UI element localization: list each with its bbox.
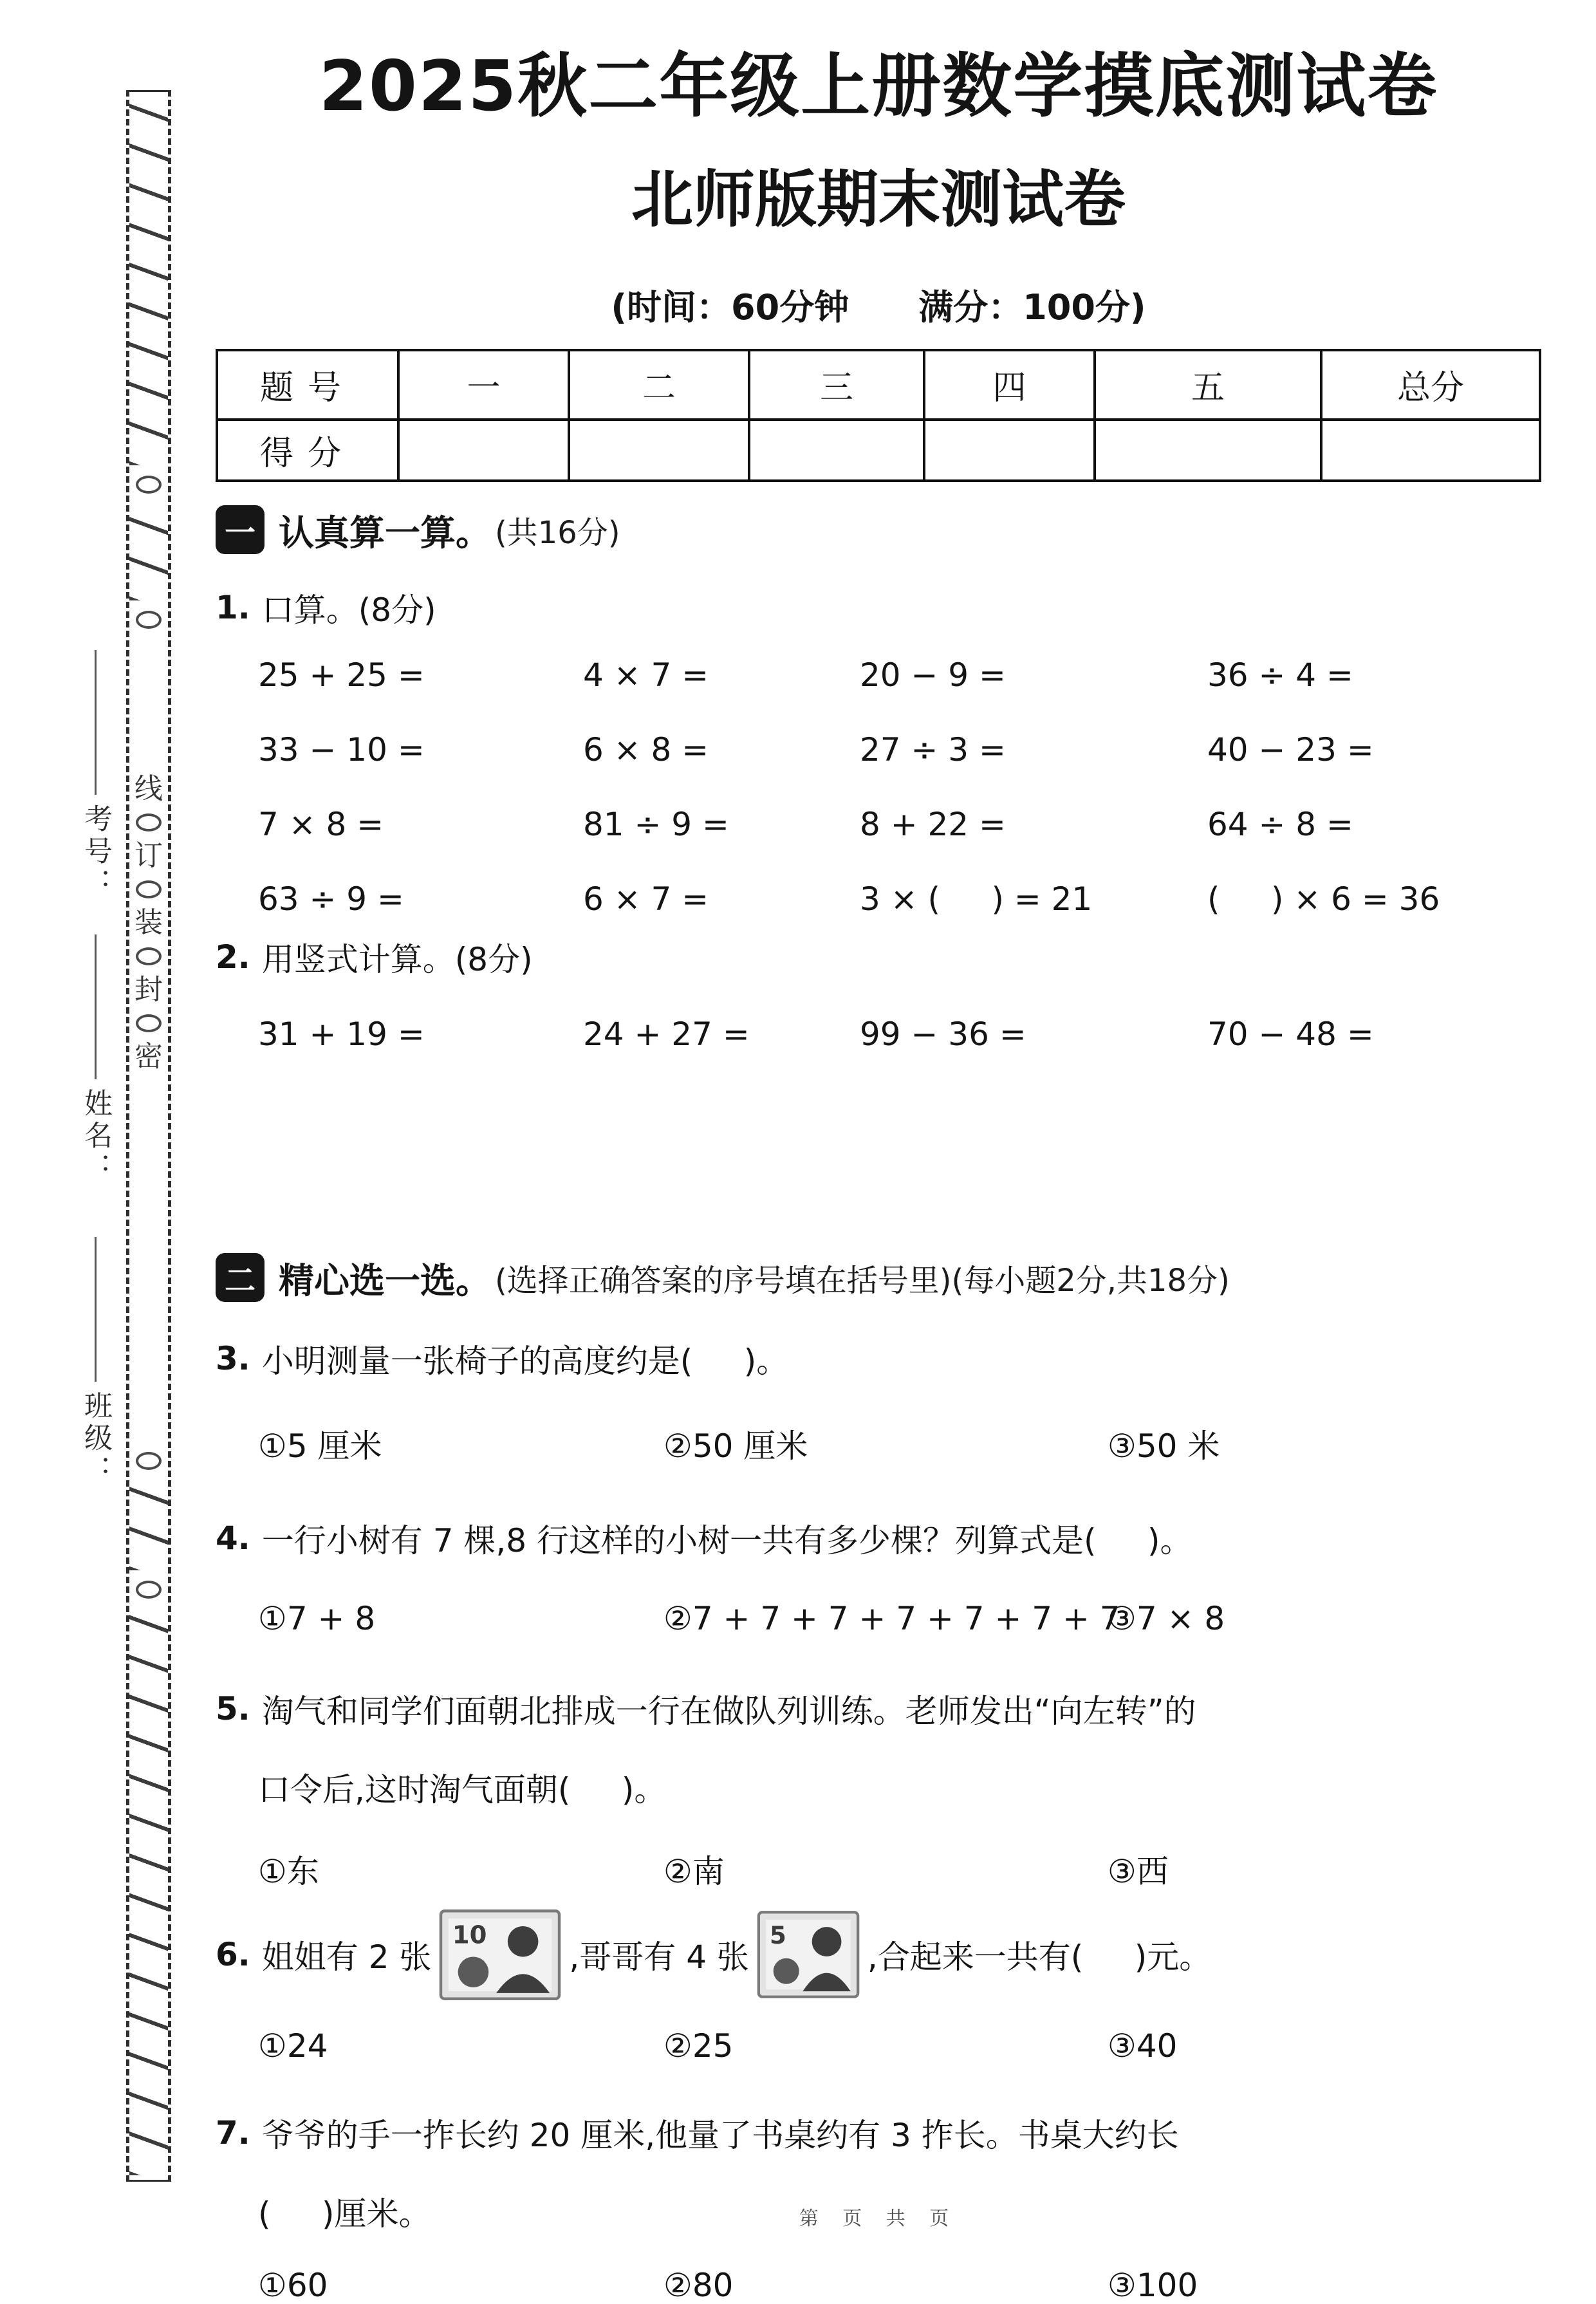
hatch-marks xyxy=(129,1480,168,1570)
time-score-note: (时间：60分钟 满分：100分) xyxy=(611,286,1146,328)
equation: 64 ÷ 8 = xyxy=(1207,805,1353,843)
question-3-options xyxy=(216,1420,1541,1467)
seal-circle-icon xyxy=(136,947,162,965)
exam-number-field xyxy=(76,650,115,900)
score-cell-blank xyxy=(1095,420,1321,481)
option-1: ①7 + 8 xyxy=(258,1599,376,1637)
question-7-text-line-1: 爷爷的手一拃长约 20 厘米,他量了书桌约有 3 拃长。书桌大约长 xyxy=(261,2116,1179,2154)
class-write-line xyxy=(95,1237,97,1382)
equation: 31 + 19 = xyxy=(258,1015,425,1053)
equation: 8 + 22 = xyxy=(860,805,1006,843)
section-1-header xyxy=(216,505,1541,555)
score-cell-blank xyxy=(924,420,1095,481)
section-2-points: (选择正确答案的序号填在括号里)(每小题2分,共18分) xyxy=(495,1262,1230,1299)
score-header-part-3: 三 xyxy=(749,350,924,420)
score-cell-blank xyxy=(1321,420,1540,481)
option-1: ①东 xyxy=(258,1852,319,1890)
seal-circle-icon xyxy=(136,880,162,898)
question-6-options xyxy=(216,2027,1541,2065)
score-cell-blank xyxy=(569,420,749,481)
seal-circle-icon xyxy=(136,1014,162,1032)
option-3: ③40 xyxy=(1108,2027,1178,2065)
exam-number-write-line xyxy=(95,650,97,795)
seal-char-secret: 密 xyxy=(135,1040,163,1073)
student-name-write-line xyxy=(95,934,97,1079)
question-4-options xyxy=(216,1600,1541,1637)
score-cell-blank xyxy=(749,420,924,481)
section-2-icon: 二 xyxy=(216,1253,264,1302)
equation-row xyxy=(216,880,1541,918)
equation-row xyxy=(216,731,1541,768)
equation: 4 × 7 = xyxy=(583,656,709,694)
question-1-text: 口算。(8分) xyxy=(261,591,436,629)
portrait-head xyxy=(812,1928,842,1957)
equation: 70 − 48 = xyxy=(1207,1015,1374,1053)
question-6 xyxy=(216,1908,1541,2002)
question-2-text: 用竖式计算。(8分) xyxy=(261,940,533,978)
option-2: ②50 厘米 xyxy=(663,1427,808,1465)
score-header-part-4: 四 xyxy=(924,350,1095,420)
question-6-text-part-1: 姐姐有 2 张 xyxy=(261,1938,432,1976)
section-1-points: (共16分) xyxy=(495,514,620,551)
equation: 3 × ( ) = 21 xyxy=(860,880,1093,918)
question-7-number: 7. xyxy=(216,2114,250,2151)
equation: 6 × 7 = xyxy=(583,880,709,918)
question-7-text-line-2: ( )厘米。 xyxy=(258,2195,431,2233)
hatch-marks xyxy=(129,98,168,465)
seal-char-staple: 订 xyxy=(135,839,163,872)
page-footer: 第 页 共 页 xyxy=(799,2207,958,2230)
seal-circle-icon xyxy=(136,1581,162,1599)
score-cell-blank xyxy=(398,420,569,481)
seal-circle-icon xyxy=(136,611,162,629)
equation: ( ) × 6 = 36 xyxy=(1207,880,1440,918)
question-1-label xyxy=(216,584,1541,631)
score-header-total: 总分 xyxy=(1321,350,1540,420)
equation: 40 − 23 = xyxy=(1207,730,1374,768)
option-3: ③西 xyxy=(1108,1852,1169,1890)
oral-calculation-grid xyxy=(216,656,1541,918)
banknote-10-yuan-image xyxy=(439,1908,561,2002)
equation: 7 × 8 = xyxy=(258,805,384,843)
question-5-text-line-1: 淘气和同学们面朝北排成一行在做队列训练。老师发出“向左转”的 xyxy=(261,1692,1196,1730)
seal-binding-strip xyxy=(126,90,171,2182)
equation: 24 + 27 = xyxy=(583,1015,750,1053)
equation: 33 − 10 = xyxy=(258,730,425,768)
option-2: ②7 + 7 + 7 + 7 + 7 + 7 + 7 xyxy=(663,1599,1120,1637)
equation: 20 − 9 = xyxy=(860,656,1006,694)
page-title: 2025秋二年级上册数学摸底测试卷 xyxy=(319,46,1438,127)
working-space xyxy=(216,1053,1541,1252)
portrait-head xyxy=(508,1926,539,1957)
student-name-label: 姓名： xyxy=(79,1088,112,1185)
equation-row xyxy=(216,656,1541,694)
option-1: ①5 厘米 xyxy=(258,1427,382,1465)
seal-circle-icon xyxy=(136,1452,162,1470)
seal-char-line: 线 xyxy=(135,772,163,805)
seal-char-bind: 装 xyxy=(135,906,163,939)
option-1: ①60 xyxy=(258,2266,328,2304)
banknote-denomination: 5 xyxy=(769,1922,786,1950)
section-2-title: 精心选一选。 xyxy=(279,1259,492,1301)
score-header-part-5: 五 xyxy=(1095,350,1321,420)
equation: 27 ÷ 3 = xyxy=(860,730,1006,768)
question-7-options xyxy=(216,2267,1541,2304)
section-1-title: 认真算一算。 xyxy=(279,512,492,553)
section-1-icon: 一 xyxy=(216,505,264,554)
question-7 xyxy=(216,2110,1541,2156)
score-header-part-2: 二 xyxy=(569,350,749,420)
equation: 81 ÷ 9 = xyxy=(583,805,729,843)
score-table xyxy=(216,349,1541,482)
score-header-question-number: 题号 xyxy=(217,350,398,420)
question-3-number: 3. xyxy=(216,1339,250,1377)
question-3-text: 小明测量一张椅子的高度约是( )。 xyxy=(261,1342,789,1380)
question-5-text-line-2: 口令后,这时淘气面朝( )。 xyxy=(258,1770,667,1808)
question-6-text-part-3: ,合起来一共有( )元。 xyxy=(867,1938,1212,1976)
score-table-header-row xyxy=(217,350,1540,420)
equation: 25 + 25 = xyxy=(258,656,425,694)
class-label: 班级： xyxy=(79,1391,112,1487)
question-4 xyxy=(216,1515,1541,1561)
question-4-text: 一行小树有 7 棵,8 行这样的小树一共有多少棵？列算式是( )。 xyxy=(261,1521,1192,1559)
hatch-marks xyxy=(129,504,168,600)
hatch-marks xyxy=(129,1609,168,2175)
option-2: ②25 xyxy=(663,2027,734,2065)
question-5-options xyxy=(216,1846,1541,1892)
option-2: ②南 xyxy=(663,1852,725,1890)
paper-content xyxy=(216,0,1541,2304)
equation: 99 − 36 = xyxy=(860,1015,1026,1053)
option-3: ③7 × 8 xyxy=(1108,1599,1225,1637)
question-2-number: 2. xyxy=(216,938,250,976)
option-1: ①24 xyxy=(258,2027,328,2065)
class-field xyxy=(76,1237,115,1487)
vertical-calculation-row xyxy=(216,1016,1541,1053)
seal-circle-icon xyxy=(136,476,162,494)
option-3: ③100 xyxy=(1108,2266,1198,2304)
question-2-label xyxy=(216,934,1541,980)
question-3 xyxy=(216,1335,1541,1382)
option-2: ②80 xyxy=(663,2266,734,2304)
equation-row xyxy=(216,806,1541,843)
question-5-number: 5. xyxy=(216,1689,250,1727)
banknote-5-yuan-image xyxy=(757,1909,860,2000)
section-2-header xyxy=(216,1252,1541,1303)
banknote-emblem xyxy=(458,1956,489,1987)
equation: 6 × 8 = xyxy=(583,730,709,768)
question-4-number: 4. xyxy=(216,1519,250,1557)
seal-char-seal: 封 xyxy=(135,973,163,1006)
score-row-label: 得分 xyxy=(217,420,398,481)
question-6-number: 6. xyxy=(216,1936,250,1974)
student-name-field xyxy=(76,934,115,1185)
score-table-score-row xyxy=(217,420,1540,481)
equation: 36 ÷ 4 = xyxy=(1207,656,1353,694)
page-subtitle: 北师版期末测试卷 xyxy=(631,163,1126,236)
banknote-emblem xyxy=(774,1958,799,1984)
banknote-denomination: 10 xyxy=(452,1920,487,1950)
equation: 63 ÷ 9 = xyxy=(258,880,404,918)
option-3: ③50 米 xyxy=(1108,1427,1220,1465)
seal-circle-icon xyxy=(136,813,162,831)
question-6-text-part-2: ,哥哥有 4 张 xyxy=(569,1938,749,1976)
question-5 xyxy=(216,1686,1541,1732)
score-header-part-1: 一 xyxy=(398,350,569,420)
question-1-number: 1. xyxy=(216,588,250,626)
exam-number-label: 考号： xyxy=(79,804,112,900)
